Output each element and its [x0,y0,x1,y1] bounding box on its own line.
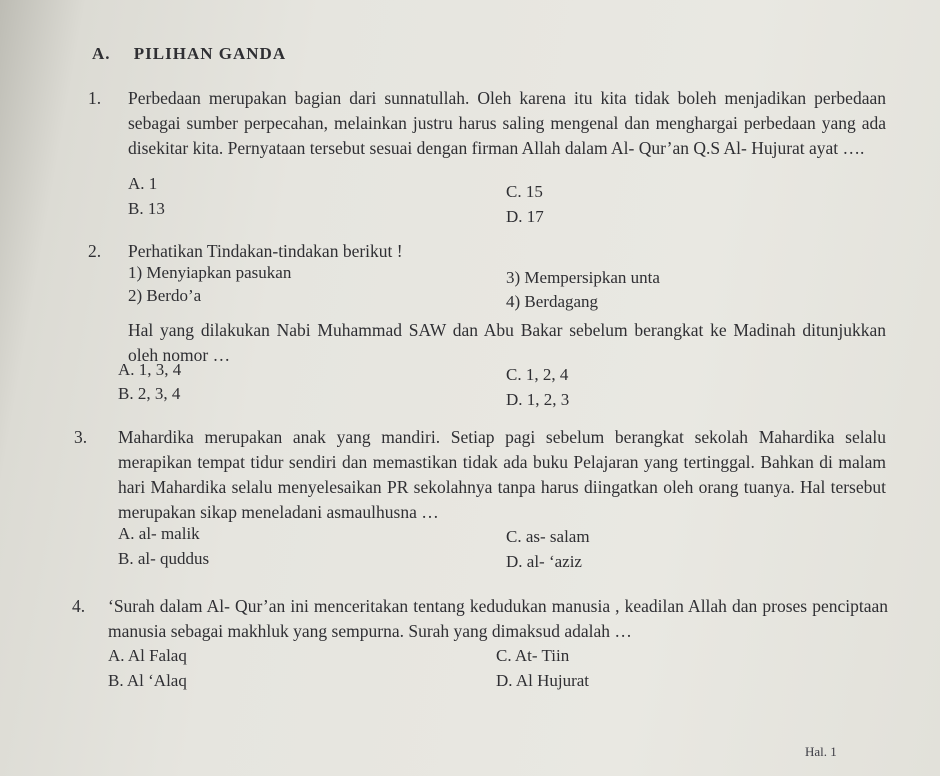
option-b: B. 13 [128,199,165,218]
section-heading [92,44,286,64]
list-item-1: 1) Menyiapkan pasukan [128,263,292,282]
list-item-4: 4) Berdagang [506,292,599,311]
option-a: A. 1 [128,174,158,193]
section-letter: A. [92,44,111,63]
option-c: C. 15 [506,182,543,201]
question-1 [88,86,888,226]
page-number: Hal. 1 [805,744,837,759]
option-c: C. At- Tiin [496,646,570,665]
question-number: 4. [72,596,86,616]
option-d: D. al- ‘aziz [506,552,582,571]
option-c: C. 1, 2, 4 [506,365,569,384]
option-a: A. al- malik [118,524,200,543]
option-d: D. 17 [506,207,544,226]
option-c: C. as- salam [506,527,590,546]
option-a: A. 1, 3, 4 [118,360,182,379]
option-d: D. Al Hujurat [496,671,590,690]
option-b: B. 2, 3, 4 [118,384,181,403]
question-text: ‘Surah dalam Al- Qur’an ini menceritakan tentang kedudukan manusia , keadilan Allah dan proses penciptaan manusia sebagai makhluk yang sempurna. Surah yang dimaksud adalah … [108,596,888,641]
list-item-2: 2) Berdo’a [128,286,202,305]
question-number: 1. [88,88,102,108]
option-d: D. 1, 2, 3 [506,390,570,409]
question-text: Perbedaan merupakan bagian dari sunnatullah. Oleh karena itu kita tidak boleh menjadikan perbedaan sebagai sumber perpecahan, melainkan justru harus saling mengenal dan menghargai perbedaan yang ada disekitar kita. Pernyataan tersebut sesuai dengan firman Allah dalam Al- Qur’an Q.S Al- Hujurat ayat …. [128,88,886,158]
question-number: 2. [88,241,102,261]
question-text: Mahardika merupakan anak yang mandiri. Setiap pagi sebelum berangkat sekolah Mahardika selalu merapikan tempat tidur sendiri dan memastikan tidak ada buku Pelajaran yang tertinggal. Bahkan di malam hari Mahardika selalu menyelesaikan PR sekolahnya tanpa harus diingatkan oleh orang tuanya. Hal tersebut merupakan sikap meneladani asmaulhusna … [118,427,886,522]
section-title: PILIHAN GANDA [133,44,287,63]
question-intro: Perhatikan Tindakan-tindakan berikut ! [128,241,403,261]
option-a: A. Al Falaq [108,646,187,665]
option-b: B. al- quddus [118,549,210,568]
option-b: B. Al ‘Alaq [108,671,187,690]
question-text: Hal yang dilakukan Nabi Muhammad SAW dan Abu Bakar sebelum berangkat ke Madinah ditunjukkan oleh nomor … [128,320,886,365]
question-number: 3. [74,427,88,447]
list-item-3: 3) Mempersipkan unta [506,268,660,287]
